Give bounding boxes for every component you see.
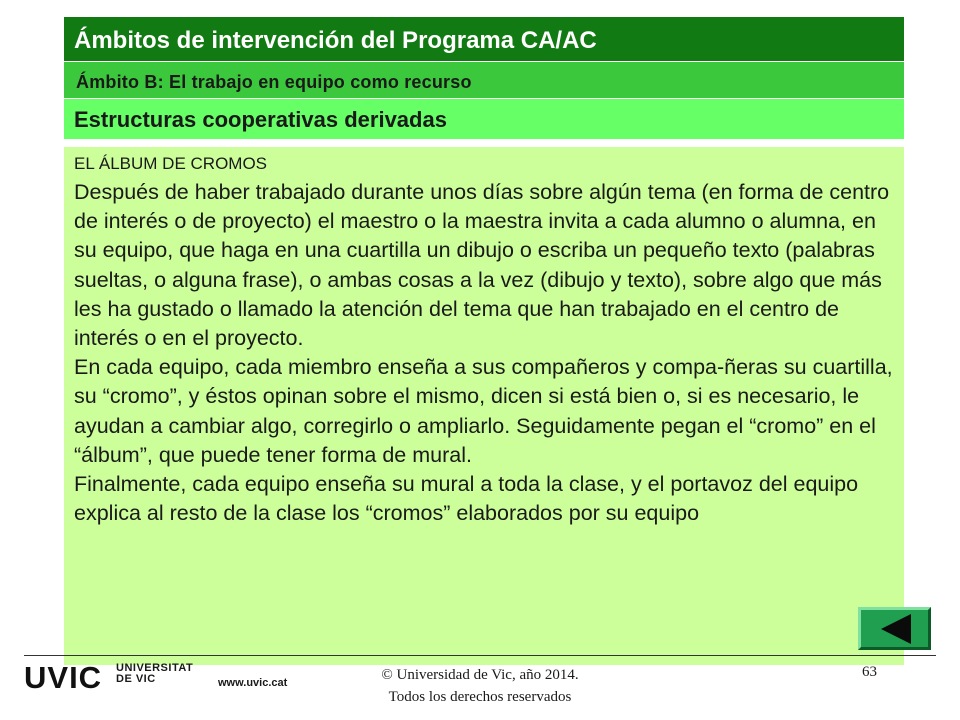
content-paragraph-3: Finalmente, cada equipo enseña su mural a toda la clase, y el portavoz del equipo explica al resto de la clase los “cromos” elaborados por su equipo [74, 472, 859, 526]
copyright-line-2: Todos los derechos reservados [388, 689, 572, 705]
triangle-left-icon [881, 614, 911, 644]
section-title: Estructuras cooperativas derivadas [64, 99, 904, 139]
university-name [116, 663, 193, 685]
copyright-notice [330, 664, 630, 708]
content-paragraph-1: Después de haber trabajado durante unos días sobre algún tema (en forma de centro de interés o de proyecto) el maestro o la maestra invita a cada alumno o alumna, en su equipo, que haga en una cuartilla un dibujo o escriba un pequeño texto (palabras sueltas, o alguna frase), o ambas cosas a la vez (dibujo y texto), sobre algo que más les ha gustado o llamado la atención del tema que han trabajado en el centro de interés o en el proyecto. [74, 180, 890, 351]
logo-mark: UVIC [24, 662, 103, 692]
content-panel [64, 147, 904, 665]
content-heading: EL ÁLBUM DE CROMOS [74, 154, 268, 173]
footer-divider [24, 655, 936, 656]
website-link[interactable]: www.uvic.cat [218, 677, 288, 689]
logo-line-1: UNIVERSITAT [116, 662, 194, 674]
uvic-logo [24, 662, 112, 692]
copyright-line-1: © Universidad de Vic, año 2014. [381, 667, 579, 683]
slide-subtitle: Ámbito B: El trabajo en equipo como recurso [64, 62, 904, 98]
content-paragraph-2: En cada equipo, cada miembro enseña a sus compañeros y compa-ñeras su cuartilla, su “cromo”, y éstos opinan sobre el mismo, dicen si está bien o, si es necesario, le ayudan a cambiar algo, corregirlo o ampliarlo. Seguidamente pegan el “cromo” en el “álbum”, que puede tener forma de mural. [74, 355, 893, 467]
logo-line-2: DE VIC [116, 673, 156, 685]
previous-slide-button[interactable] [858, 607, 931, 650]
page-number: 63 [862, 664, 877, 680]
slide-title: Ámbitos de intervención del Programa CA/AC [64, 17, 904, 61]
